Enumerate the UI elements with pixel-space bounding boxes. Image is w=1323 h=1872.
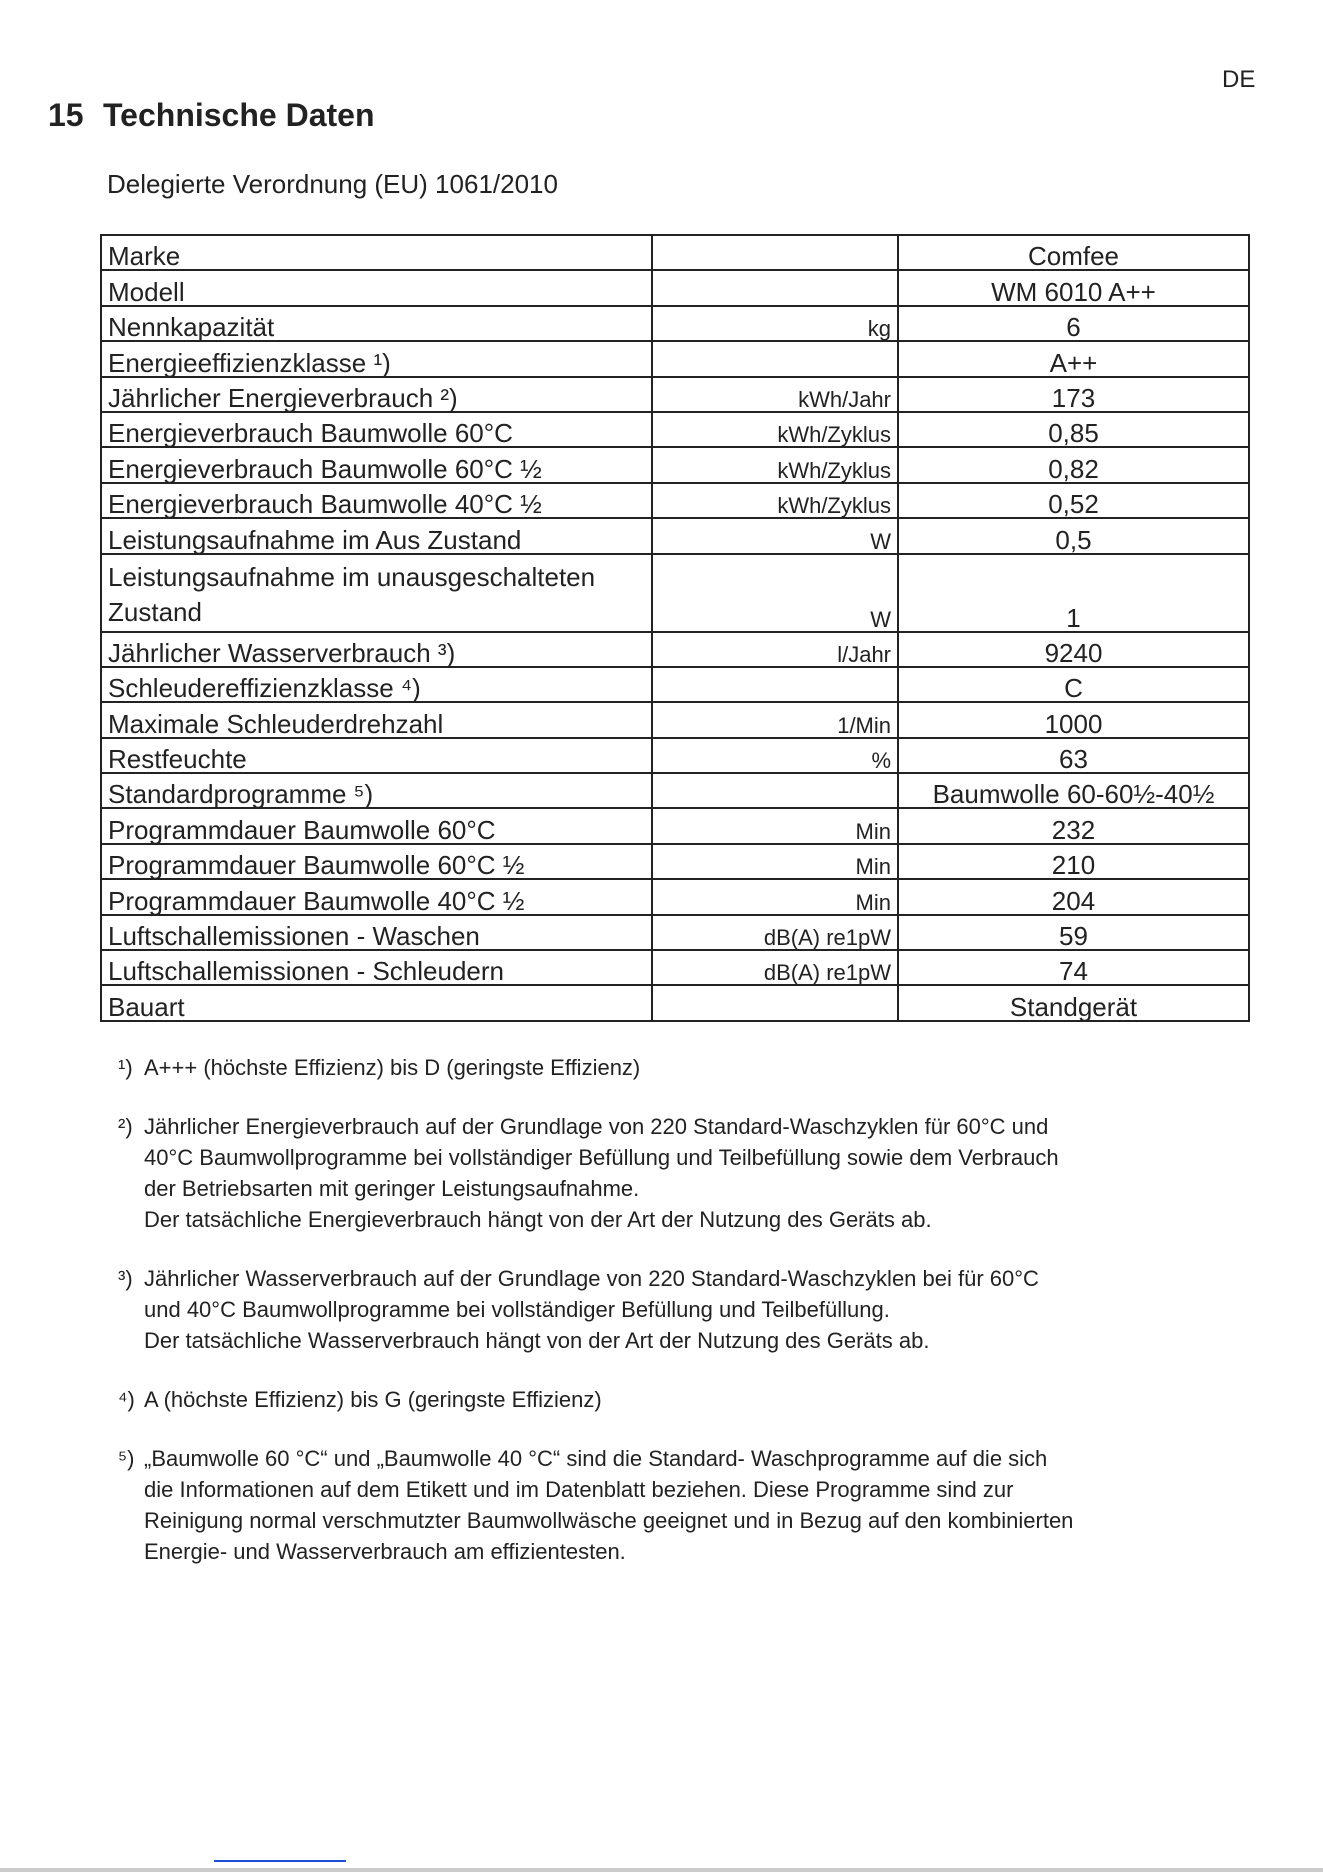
footer-link-underline <box>214 1860 346 1862</box>
footnotes <box>118 1052 1218 1595</box>
spec-unit: kWh/Jahr <box>652 377 898 412</box>
spec-value: Standgerät <box>898 985 1249 1020</box>
footnote-line: Jährlicher Wasserverbrauch auf der Grundlage von 220 Standard-Waschzyklen bei für 60°C <box>144 1266 1039 1291</box>
technical-data-table <box>100 234 1250 1022</box>
spec-value: A++ <box>898 341 1249 376</box>
spec-value: 210 <box>898 844 1249 879</box>
spec-unit: dB(A) re1pW <box>652 950 898 985</box>
table-row <box>101 377 1249 412</box>
footnote-line: Der tatsächliche Energieverbrauch hängt von der Art der Nutzung des Geräts ab. <box>144 1207 932 1232</box>
table-row <box>101 915 1249 950</box>
spec-unit: Min <box>652 844 898 879</box>
footnote <box>118 1111 1218 1235</box>
footnote-line: und 40°C Baumwollprogramme bei vollständiger Befüllung und Teilbefüllung. <box>144 1297 890 1322</box>
spec-value: C <box>898 667 1249 702</box>
spec-label: Energieverbrauch Baumwolle 40°C ½ <box>101 483 652 518</box>
footnote-line: A+++ (höchste Effizienz) bis D (geringste Effizienz) <box>144 1055 641 1080</box>
spec-label: Bauart <box>101 985 652 1020</box>
table-row <box>101 808 1249 843</box>
footnote <box>118 1384 1218 1415</box>
footnote-mark: ²) <box>118 1114 133 1139</box>
footnote-line: A (höchste Effizienz) bis G (geringste Effizienz) <box>144 1387 602 1412</box>
footnote <box>118 1443 1218 1567</box>
spec-label: Nennkapazität <box>101 306 652 341</box>
spec-label: Leistungsaufnahme im unausgeschalteten Zustand <box>101 554 652 632</box>
table-row <box>101 667 1249 702</box>
table-row <box>101 270 1249 305</box>
table-row <box>101 412 1249 447</box>
table-row <box>101 483 1249 518</box>
spec-unit: kWh/Zyklus <box>652 412 898 447</box>
spec-unit: % <box>652 738 898 773</box>
spec-value: 173 <box>898 377 1249 412</box>
table-row <box>101 306 1249 341</box>
regulation-reference: Delegierte Verordnung (EU) 1061/2010 <box>107 169 558 199</box>
table-row <box>101 844 1249 879</box>
spec-value: Comfee <box>898 235 1249 270</box>
spec-value: 0,52 <box>898 483 1249 518</box>
spec-unit <box>652 270 898 305</box>
table-row <box>101 554 1249 632</box>
spec-value: Baumwolle 60-60½-40½ <box>898 773 1249 808</box>
spec-value: WM 6010 A++ <box>898 270 1249 305</box>
footnote-line: „Baumwolle 60 °C“ und „Baumwolle 40 °C“ sind die Standard- Waschprogramme auf die sich <box>144 1446 1048 1471</box>
spec-unit: Min <box>652 808 898 843</box>
spec-label: Luftschallemissionen - Schleudern <box>101 950 652 985</box>
spec-unit: kWh/Zyklus <box>652 483 898 518</box>
spec-unit <box>652 341 898 376</box>
spec-label: Marke <box>101 235 652 270</box>
table-row <box>101 447 1249 482</box>
table-row <box>101 738 1249 773</box>
spec-unit: W <box>652 554 898 632</box>
spec-value: 1000 <box>898 702 1249 737</box>
footnote-line: Reinigung normal verschmutzter Baumwollwäsche geeignet und in Bezug auf den kombinierten <box>144 1508 1074 1533</box>
spec-unit: dB(A) re1pW <box>652 915 898 950</box>
table-row <box>101 518 1249 553</box>
spec-value: 204 <box>898 879 1249 914</box>
spec-label: Schleudereffizienzklasse ⁴) <box>101 667 652 702</box>
spec-label: Restfeuchte <box>101 738 652 773</box>
spec-label: Energieverbrauch Baumwolle 60°C ½ <box>101 447 652 482</box>
spec-label: Luftschallemissionen - Waschen <box>101 915 652 950</box>
table-row <box>101 341 1249 376</box>
footnote-line: Der tatsächliche Wasserverbrauch hängt von der Art der Nutzung des Geräts ab. <box>144 1328 930 1353</box>
spec-label: Jährlicher Energieverbrauch ²) <box>101 377 652 412</box>
spec-value: 1 <box>898 554 1249 632</box>
spec-unit: Min <box>652 879 898 914</box>
footnote-mark: ¹) <box>118 1055 133 1080</box>
spec-label: Jährlicher Wasserverbrauch ³) <box>101 632 652 667</box>
spec-value: 74 <box>898 950 1249 985</box>
spec-label: Maximale Schleuderdrehzahl <box>101 702 652 737</box>
spec-unit <box>652 773 898 808</box>
spec-value: 232 <box>898 808 1249 843</box>
table-row <box>101 950 1249 985</box>
table-row <box>101 702 1249 737</box>
spec-unit <box>652 235 898 270</box>
spec-value: 63 <box>898 738 1249 773</box>
footnote <box>118 1263 1218 1356</box>
spec-label: Programmdauer Baumwolle 60°C <box>101 808 652 843</box>
spec-unit: 1/Min <box>652 702 898 737</box>
spec-label: Leistungsaufnahme im Aus Zustand <box>101 518 652 553</box>
spec-label: Standardprogramme ⁵) <box>101 773 652 808</box>
spec-unit: l/Jahr <box>652 632 898 667</box>
spec-unit: kg <box>652 306 898 341</box>
spec-label: Programmdauer Baumwolle 40°C ½ <box>101 879 652 914</box>
footnote-line: der Betriebsarten mit geringer Leistungsaufnahme. <box>144 1176 640 1201</box>
page-bottom-rule <box>0 1868 1323 1872</box>
section-heading <box>48 97 374 134</box>
table-row <box>101 985 1249 1020</box>
table-row <box>101 879 1249 914</box>
footnote <box>118 1052 1218 1083</box>
footnote-line: die Informationen auf dem Etikett und im Datenblatt beziehen. Diese Programme sind zur <box>144 1477 1014 1502</box>
spec-value: 59 <box>898 915 1249 950</box>
spec-unit <box>652 667 898 702</box>
spec-label: Energieverbrauch Baumwolle 60°C <box>101 412 652 447</box>
spec-value: 9240 <box>898 632 1249 667</box>
table-row <box>101 773 1249 808</box>
footnote-line: Jährlicher Energieverbrauch auf der Grundlage von 220 Standard-Waschzyklen für 60°C und <box>144 1114 1049 1139</box>
spec-unit <box>652 985 898 1020</box>
section-number: 15 <box>48 97 84 133</box>
section-title: Technische Daten <box>103 97 375 133</box>
footnote-mark: ⁴) <box>118 1387 135 1412</box>
spec-unit: kWh/Zyklus <box>652 447 898 482</box>
footnote-line: 40°C Baumwollprogramme bei vollständiger Befüllung und Teilbefüllung sowie dem Verbrauch <box>144 1145 1059 1170</box>
footnote-line: Energie- und Wasserverbrauch am effizientesten. <box>144 1539 626 1564</box>
spec-label: Programmdauer Baumwolle 60°C ½ <box>101 844 652 879</box>
spec-value: 0,5 <box>898 518 1249 553</box>
table-row <box>101 235 1249 270</box>
language-code: DE <box>1222 66 1256 93</box>
spec-label: Energieeffizienzklasse ¹) <box>101 341 652 376</box>
spec-value: 0,82 <box>898 447 1249 482</box>
spec-value: 0,85 <box>898 412 1249 447</box>
spec-unit: W <box>652 518 898 553</box>
footnote-mark: ³) <box>118 1266 133 1291</box>
spec-value: 6 <box>898 306 1249 341</box>
footnote-mark: ⁵) <box>118 1446 135 1471</box>
table-row <box>101 632 1249 667</box>
spec-label: Modell <box>101 270 652 305</box>
